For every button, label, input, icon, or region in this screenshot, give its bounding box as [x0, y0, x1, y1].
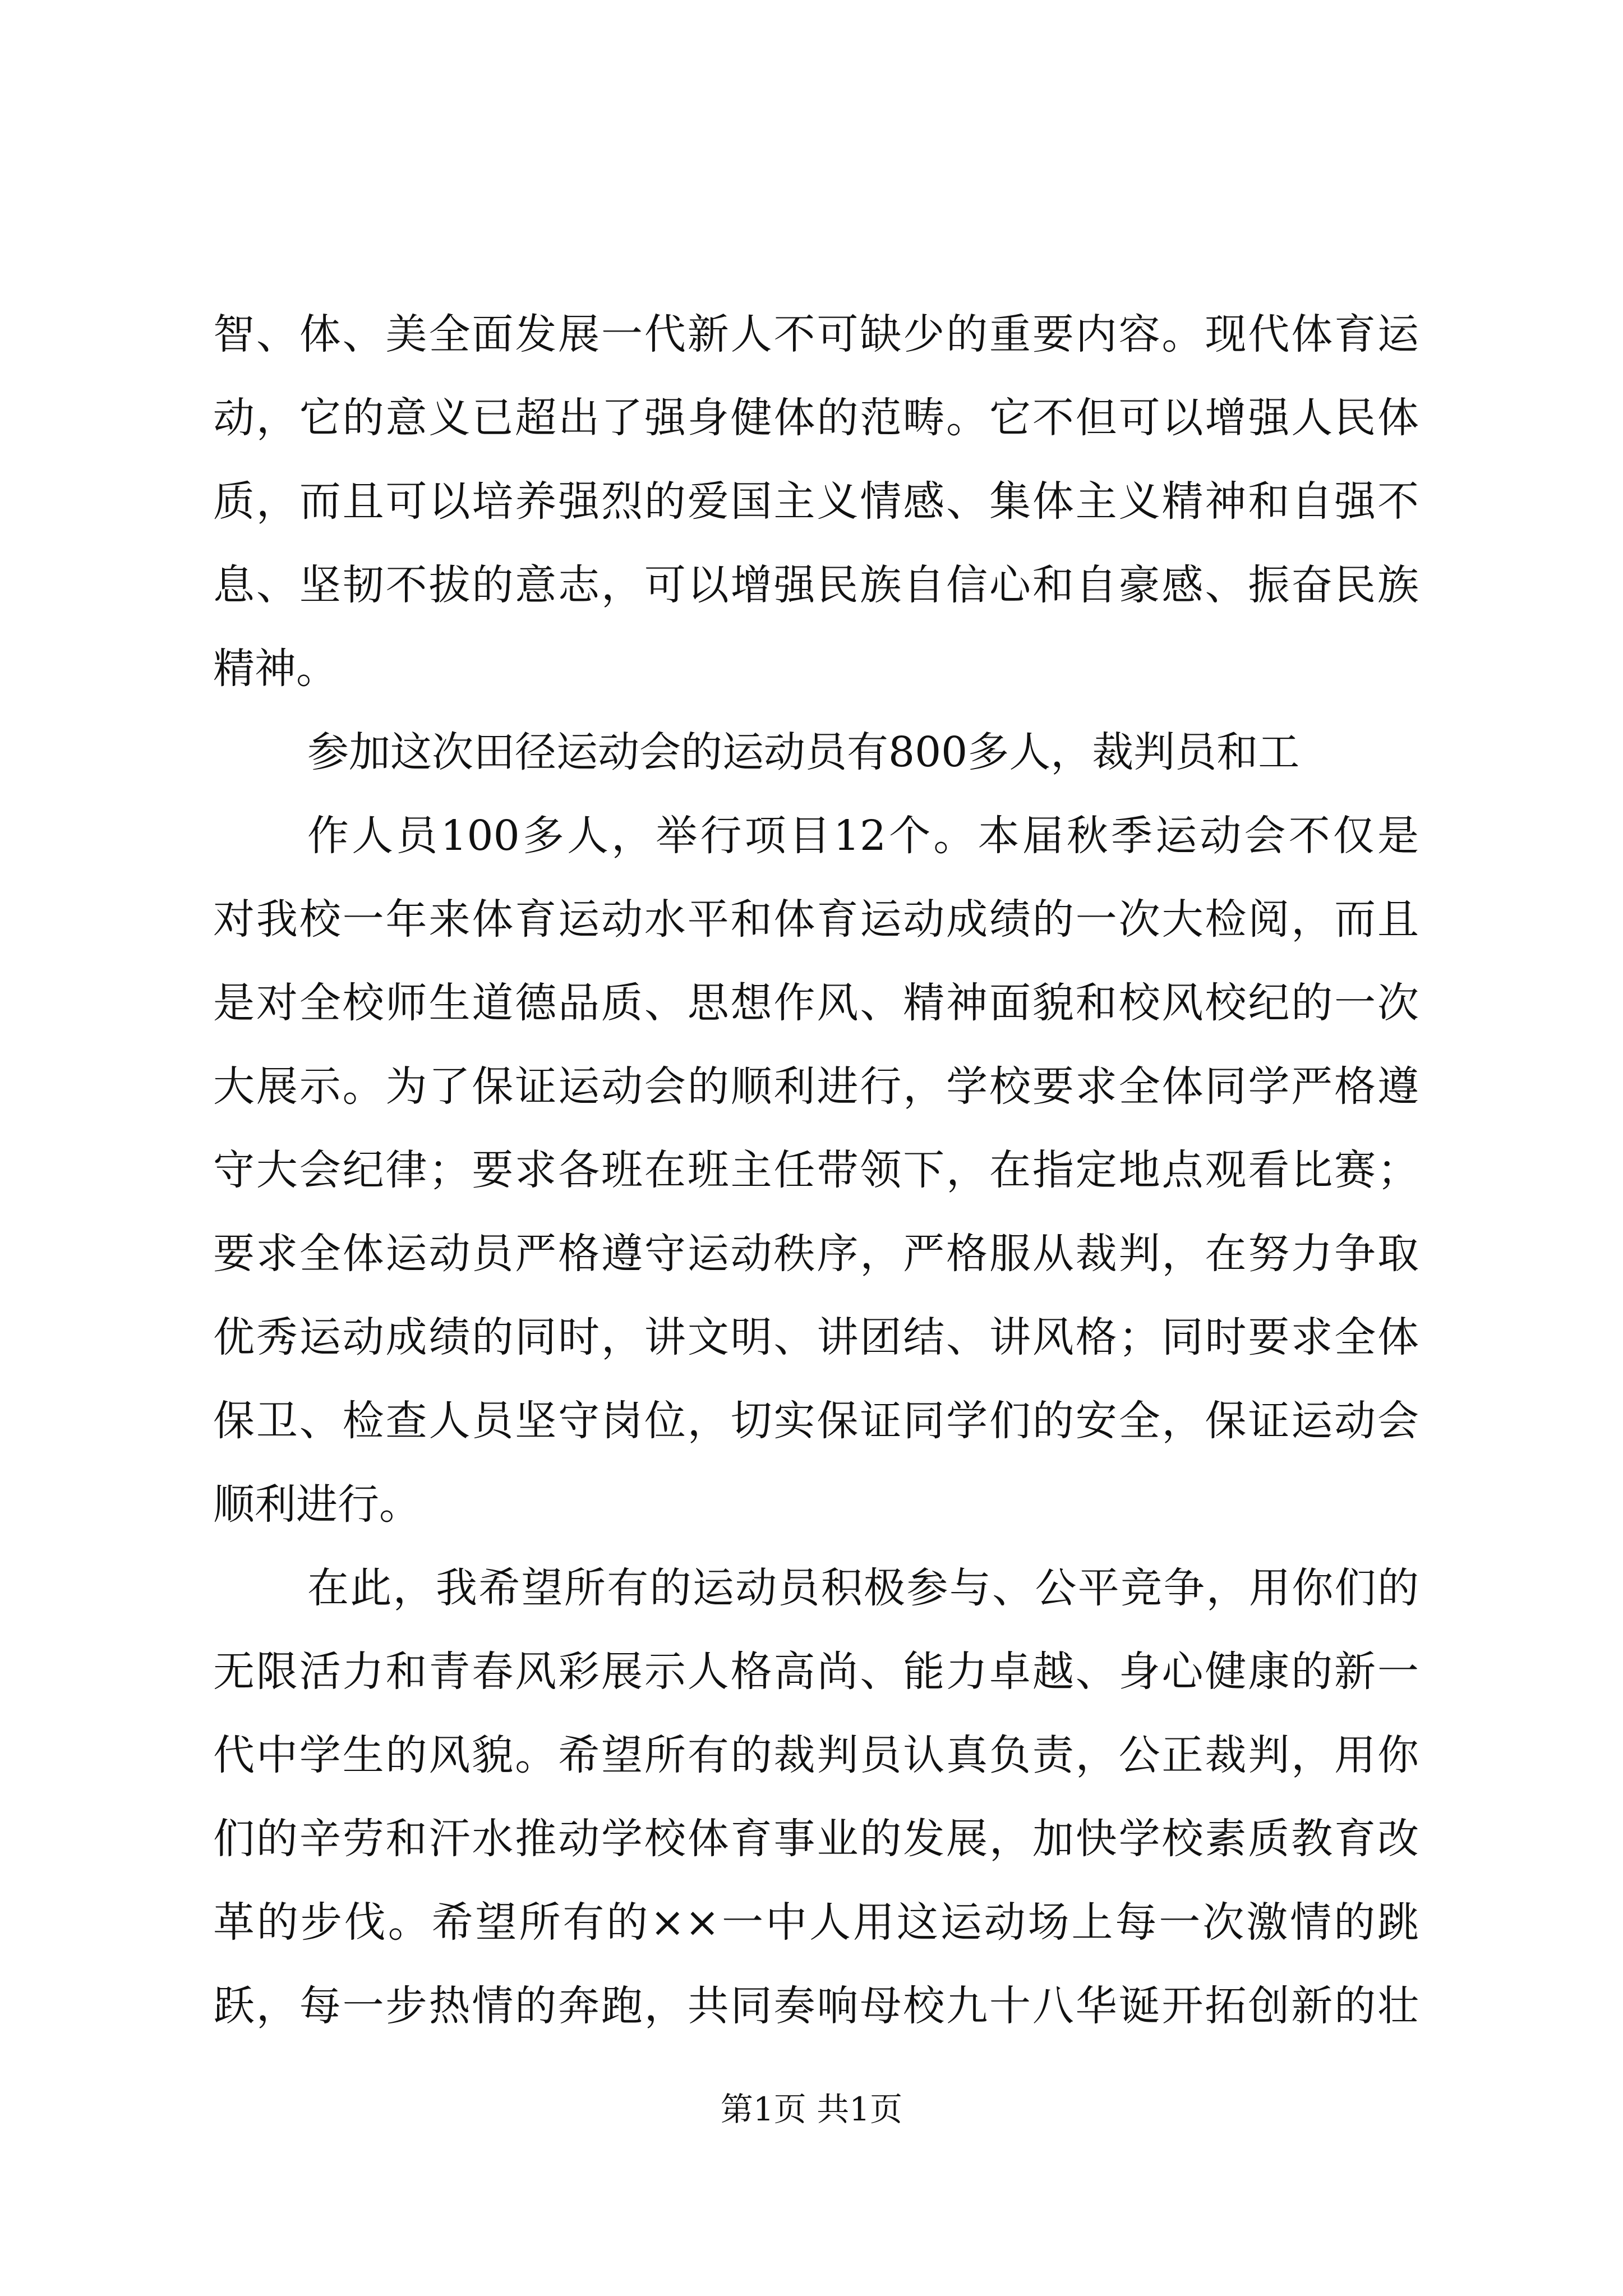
text-line: 动，它的意义已超出了强身健体的范畴。它不但可以增强人民体 [213, 394, 1419, 442]
text-line: 智、体、美全面发展一代新人不可缺少的重要内容。现代体育运 [213, 310, 1419, 358]
body-text [213, 293, 1419, 2048]
page-footer: 第1页 共1页 [720, 2090, 903, 2128]
text-line: 精神。 [213, 645, 338, 693]
text-line: 代中学生的风貌。希望所有的裁判员认真负责，公正裁判，用你 [213, 1731, 1419, 1779]
text-line: 保卫、检查人员坚守岗位，切实保证同学们的安全，保证运动会 [213, 1397, 1419, 1445]
text-line: 息、坚韧不拔的意志，可以增强民族自信心和自豪感、振奋民族 [213, 561, 1419, 609]
text-line: 是对全校师生道德品质、思想作风、精神面貌和校风校纪的一次 [213, 979, 1419, 1027]
text-line: 优秀运动成绩的同时，讲文明、讲团结、讲风格；同时要求全体 [213, 1313, 1419, 1361]
text-line: 要求全体运动员严格遵守运动秩序，严格服从裁判，在努力争取 [213, 1230, 1419, 1278]
text-line: 作人员100多人，举行项目12个。本届秋季运动会不仅是 [307, 812, 1419, 860]
text-line: 质，而且可以培养强烈的爱国主义情感、集体主义精神和自强不 [213, 477, 1419, 526]
text-line: 革的步伐。希望所有的××一中人用这运动场上每一次激情的跳 [213, 1898, 1419, 1947]
text-line: 们的辛劳和汗水推动学校体育事业的发展，加快学校素质教育改 [213, 1815, 1419, 1863]
text-line: 对我校一年来体育运动水平和体育运动成绩的一次大检阅，而且 [213, 895, 1419, 944]
text-line: 守大会纪律；要求各班在班主任带领下，在指定地点观看比赛； [213, 1146, 1419, 1194]
text-line: 在此，我希望所有的运动员积极参与、公平竞争，用你们的 [307, 1564, 1419, 1612]
text-line: 顺利进行。 [213, 1480, 421, 1529]
text-line: 大展示。为了保证运动会的顺利进行，学校要求全体同学严格遵 [213, 1062, 1419, 1111]
text-line: 参加这次田径运动会的运动员有800多人，裁判员和工 [307, 728, 1300, 776]
text-line: 无限活力和青春风彩展示人格高尚、能力卓越、身心健康的新一 [213, 1648, 1419, 1696]
text-line: 跃，每一步热情的奔跑，共同奏响母校九十八华诞开拓创新的壮 [213, 1982, 1419, 2030]
